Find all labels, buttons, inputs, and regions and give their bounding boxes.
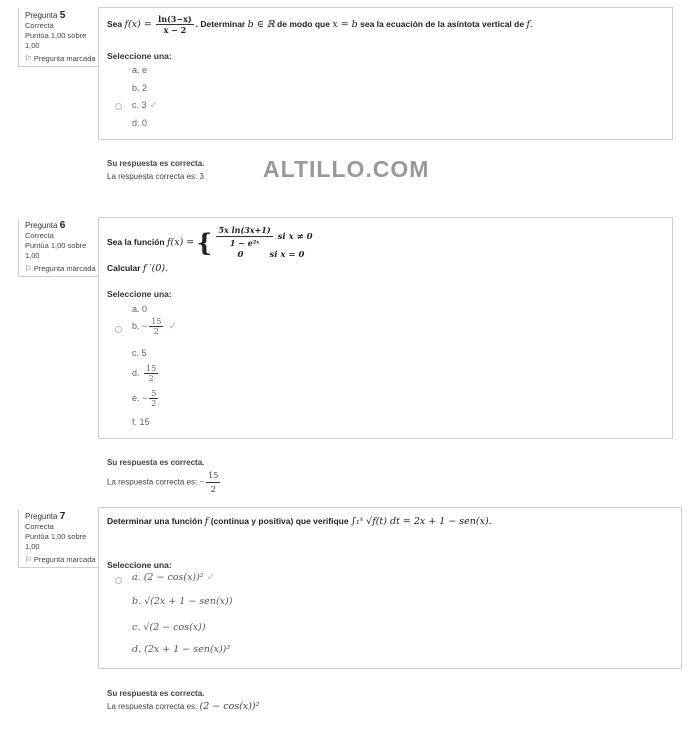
option-d[interactable]: d. 0 [132, 118, 148, 128]
select-label: Seleccione una: [107, 289, 172, 299]
option-b[interactable]: b. √(2x + 1 − sen(x)) [132, 596, 233, 607]
question-status: Correcta [25, 231, 54, 240]
feedback-5: Su respuesta es correcta. La respuesta correcta es: 3 [107, 159, 205, 181]
question-info-5 [18, 9, 99, 67]
calc-text: Calcular f ′(0). [107, 263, 169, 274]
selected-radio[interactable] [115, 326, 122, 333]
question-score: Puntúa 1,00 sobre 1,00 [25, 532, 87, 551]
option-d[interactable]: d. (2x + 1 − sen(x))² [132, 644, 231, 655]
select-label: Seleccione una: [107, 560, 172, 570]
feedback-6: Su respuesta es correcta. La respuesta correcta es: − $\frac{15}{2}$ [107, 458, 219, 494]
question-score: Puntúa 1,00 sobre 1,00 [25, 241, 87, 260]
question-number: Pregunta 5 [25, 10, 66, 21]
question-number: Pregunta 6 [25, 220, 66, 231]
flag-icon: ⚐ [25, 54, 32, 63]
piecewise-definition: $\frac{\text{5x ln(3x+1)}}{\text{1 − e²ˣ}}$ si x ≠ 0 0 si x = 0 [218, 225, 313, 260]
watermark: ALTILLO.COM [263, 156, 430, 182]
option-b[interactable]: b. 2 [132, 83, 148, 93]
question-info-7 [18, 510, 99, 568]
select-label: Seleccione una: [107, 51, 172, 61]
question-text: Sea f(x) = $\frac{\ln(3-x)}{x - 2}$ . Determinar b ∈ ℝ de modo que x = b sea la ecuación de la asíntota vertical de f. [107, 14, 533, 35]
option-a[interactable]: a. e [132, 65, 148, 75]
option-d[interactable]: d. $\frac{15}{2}$ [132, 364, 157, 383]
question-score: Puntúa 1,00 sobre 1,00 [25, 31, 87, 50]
question-card-6 [98, 217, 673, 439]
option-c[interactable]: c. 3 ✓ [132, 100, 158, 111]
question-status: Correcta [25, 21, 54, 30]
flag-icon: ⚐ [25, 555, 32, 564]
flag-question-button[interactable]: ⚐ Pregunta marcada [25, 54, 96, 63]
question-status: Correcta [25, 522, 54, 531]
question-text: Determinar una función f (continua y positiva) que verifique ∫₁ˣ √f(t) dt = 2x + 1 − sen(x). [107, 516, 492, 527]
flag-question-button[interactable]: ⚐ Pregunta marcada [25, 264, 96, 273]
feedback-7: Su respuesta es correcta. La respuesta correcta es: (2 − cos(x))² [107, 689, 260, 712]
flag-question-button[interactable]: ⚐ Pregunta marcada [25, 555, 96, 564]
selected-radio[interactable] [115, 103, 122, 110]
fraction: $\frac{\ln(3-x)}{x - 2}$ [158, 14, 192, 35]
question-card-7 [98, 507, 682, 669]
option-a[interactable]: a. 0 [132, 304, 148, 314]
check-icon: ✓ [206, 572, 216, 583]
question-card-5 [98, 7, 673, 140]
check-icon: ✓ [149, 100, 158, 111]
question-text: Sea la función f(x) = { $\frac{\text{5x ln(3x+1)}}{\text{1 − e²ˣ}}$ si x ≠ 0 0 si x = 0 [107, 225, 313, 260]
flag-icon: ⚐ [25, 264, 32, 273]
selected-radio[interactable] [115, 577, 122, 584]
option-e[interactable]: e. − $\frac{5}{2}$ [132, 389, 157, 408]
option-f[interactable]: f. 15 [132, 417, 150, 427]
question-info-6 [18, 219, 99, 277]
option-a[interactable]: a. (2 − cos(x))² ✓ [132, 572, 216, 583]
option-c[interactable]: c. 5 [132, 348, 147, 358]
option-b[interactable]: b. − $\frac{15}{2}$ ✓ [132, 317, 177, 336]
check-icon: ✓ [168, 320, 177, 332]
option-c[interactable]: c. √(2 − cos(x)) [132, 622, 206, 633]
question-number: Pregunta 7 [25, 511, 66, 522]
